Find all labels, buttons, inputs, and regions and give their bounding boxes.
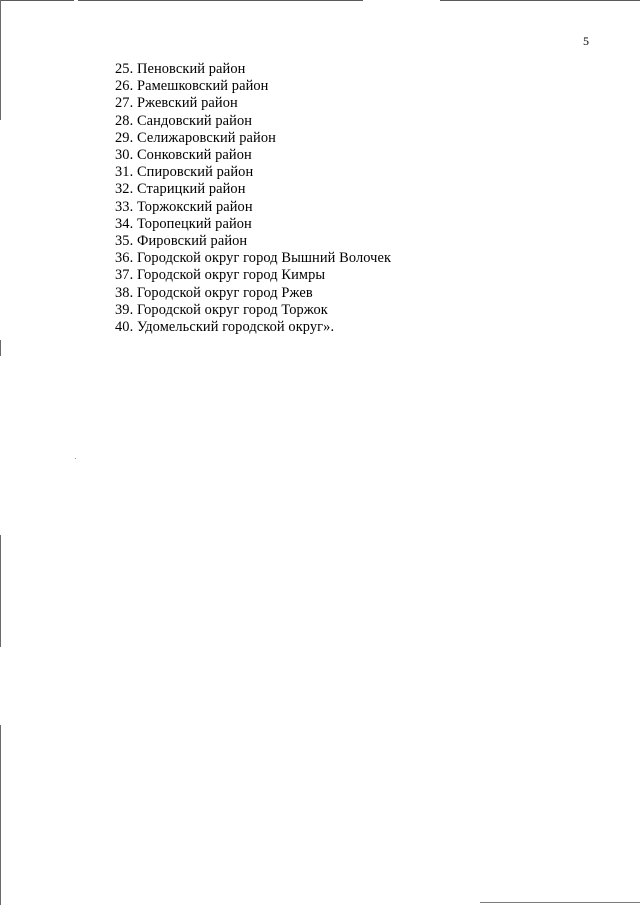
list-item: 38. Городской округ город Ржев [115, 284, 313, 301]
scan-edge-line [480, 902, 640, 903]
scan-speck [75, 458, 76, 459]
district-list [115, 61, 391, 336]
scan-edge-line [0, 535, 1, 647]
list-item: 25. Пеновский район [115, 61, 246, 77]
list-item: 39. Городской округ город Торжок [115, 301, 328, 318]
list-item: 34. Торопецкий район [115, 215, 252, 232]
list-item: 32. Старицкий район [115, 181, 246, 198]
list-item: 37. Городской округ город Кимры [115, 267, 326, 284]
scan-edge-line [0, 725, 1, 905]
list-item: 36. Городской округ город Вышний Волочек [115, 250, 392, 267]
page-number: 5 [583, 34, 589, 48]
list-item: 29. Селижаровский район [115, 129, 276, 146]
list-item: 33. Торжокский район [115, 198, 253, 215]
list-item: 26. Рамешковский район [115, 78, 269, 95]
scan-edge-line [78, 0, 363, 1]
list-item: 35. Фировский район [115, 233, 248, 250]
scan-edge-line [440, 0, 640, 1]
scan-edge-line [0, 0, 1, 120]
list-item: 30. Сонковский район [115, 147, 252, 164]
scan-edge-line [0, 340, 1, 356]
list-item: 40. Удомельский городской округ». [115, 319, 335, 336]
list-item: 28. Сандовский район [115, 112, 253, 129]
list-item: 31. Спировский район [115, 164, 254, 181]
scan-edge-line [0, 0, 74, 1]
list-item: 27. Ржевский район [115, 95, 238, 112]
